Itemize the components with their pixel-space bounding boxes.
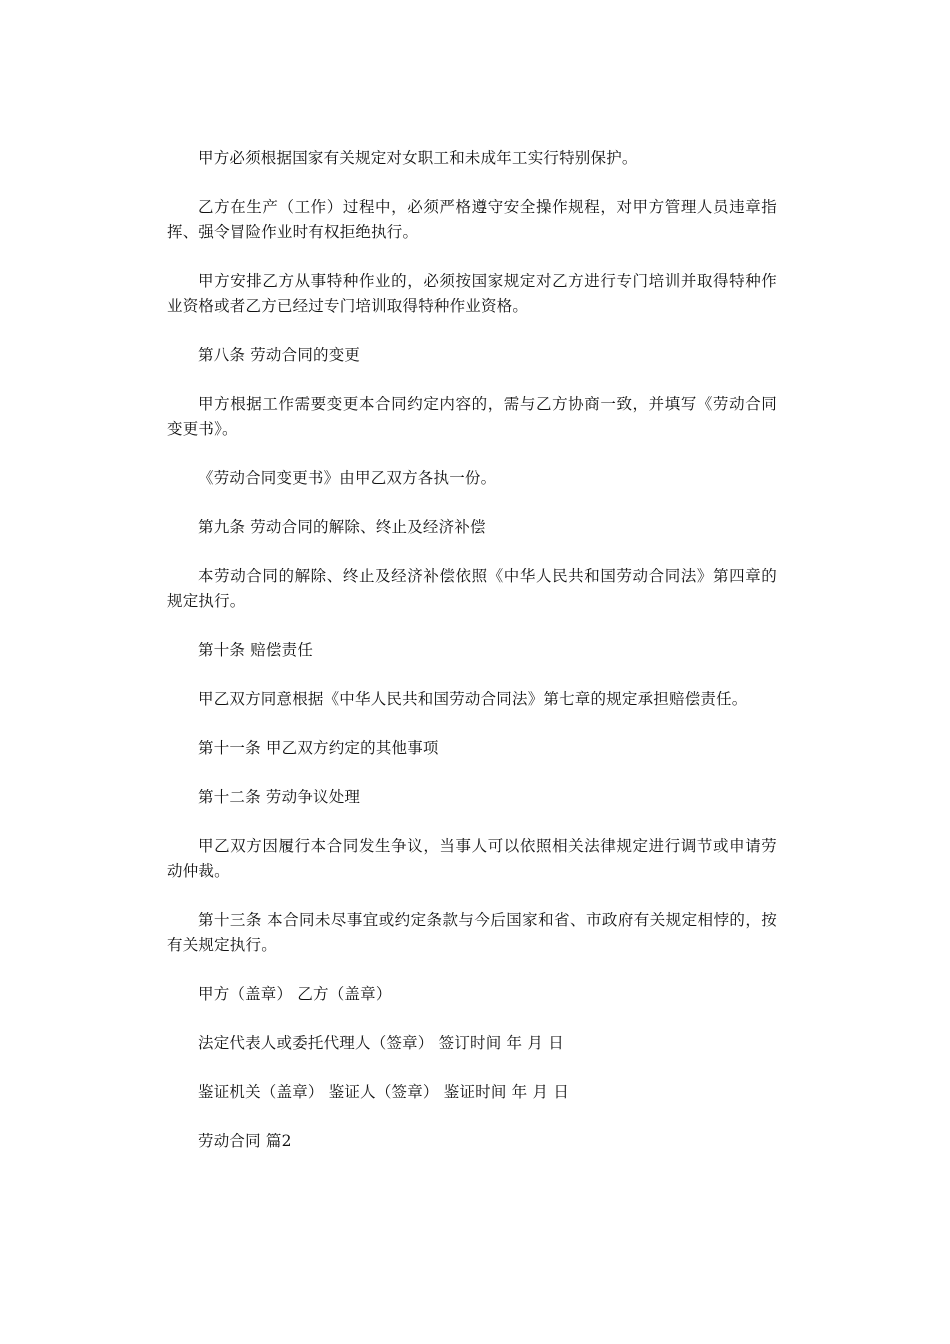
paragraph-contract-change: 甲方根据工作需要变更本合同约定内容的，需与乙方协商一致，并填写《劳动合同变更书》。 xyxy=(167,395,777,438)
paragraph-compensation: 甲乙双方同意根据《中华人民共和国劳动合同法》第七章的规定承担赔偿责任。 xyxy=(198,690,748,708)
next-section-heading: 劳动合同 篇2 xyxy=(198,1132,292,1150)
paragraph-special-operations: 甲方安排乙方从事特种作业的，必须按国家规定对乙方进行专门培训并取得特种作业资格或者乙方已经过专门培训取得特种作业资格。 xyxy=(167,272,777,315)
signature-parties-line: 甲方（盖章） 乙方（盖章） xyxy=(198,985,392,1003)
paragraph-safety-rules: 乙方在生产（工作）过程中，必须严格遵守安全操作规程，对甲方管理人员违章指挥、强令冒险作业时有权拒绝执行。 xyxy=(167,198,777,241)
paragraph-change-copies: 《劳动合同变更书》由甲乙双方各执一份。 xyxy=(198,469,497,487)
article-11-heading: 第十一条 甲乙双方约定的其他事项 xyxy=(198,739,439,757)
paragraph-dispute: 甲乙双方因履行本合同发生争议，当事人可以依照相关法律规定进行调节或申请劳动仲裁。 xyxy=(167,837,777,880)
article-10-heading: 第十条 赔偿责任 xyxy=(198,641,314,659)
article-12-heading: 第十二条 劳动争议处理 xyxy=(198,788,361,806)
article-9-heading: 第九条 劳动合同的解除、终止及经济补偿 xyxy=(198,518,486,536)
signature-authentication-line: 鉴证机关（盖章） 鉴证人（签章） 鉴证时间 年 月 日 xyxy=(198,1083,570,1101)
article-8-heading: 第八条 劳动合同的变更 xyxy=(198,346,361,364)
document-body xyxy=(167,146,777,1178)
signature-representative-line: 法定代表人或委托代理人（签章） 签订时间 年 月 日 xyxy=(198,1034,564,1052)
article-13-paragraph: 第十三条 本合同未尽事宜或约定条款与今后国家和省、市政府有关规定相悖的，按有关规定执行。 xyxy=(167,911,777,954)
paragraph-termination: 本劳动合同的解除、终止及经济补偿依照《中华人民共和国劳动合同法》第四章的规定执行。 xyxy=(167,567,777,610)
paragraph-protection: 甲方必须根据国家有关规定对女职工和未成年工实行特别保护。 xyxy=(198,149,638,167)
